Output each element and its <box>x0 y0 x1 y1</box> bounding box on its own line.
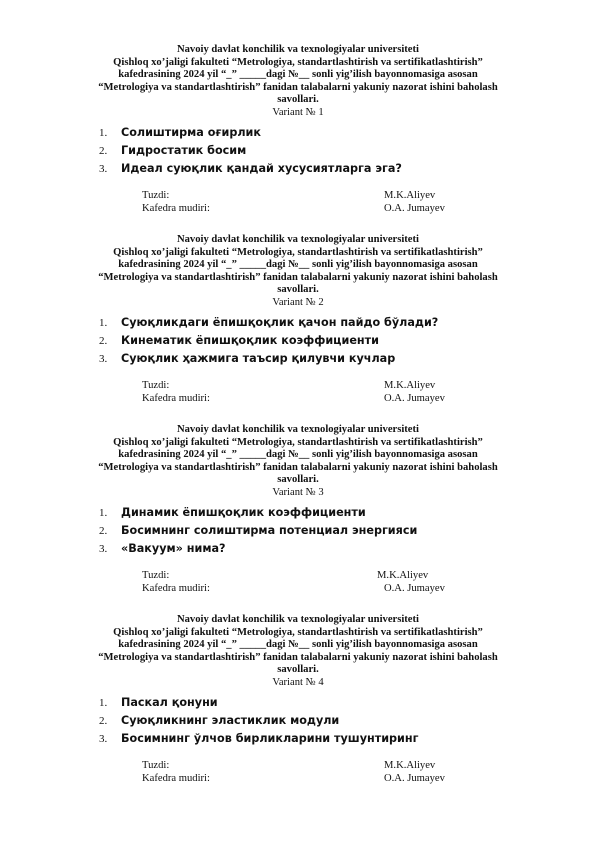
question-number: 1. <box>99 696 108 709</box>
question-text: Суюқликнинг эластиклик модули <box>121 713 340 727</box>
question-text: Суюқлик ҳажмига таъсир қилувчи кучлар <box>121 351 396 365</box>
variant-title: Variant № 2 <box>272 296 324 308</box>
question-number: 3. <box>99 352 108 365</box>
signature-block <box>0 379 596 407</box>
variant-header <box>63 234 533 297</box>
question-number: 3. <box>99 162 108 175</box>
question-number: 2. <box>99 714 108 727</box>
kafedra-name: O.A. Jumayev <box>384 202 445 214</box>
header-faculty: Qishloq xo’jaligi fakulteti “Metrologiya, standartlashtirish va sertifikatlashtirish” <box>113 436 483 448</box>
variant-header <box>63 424 533 487</box>
header-subject: “Metrologiya va standartlashtirish” fanidan talabalarni yakuniy nazorat ishini baholash <box>98 461 498 473</box>
tuzdi-name: M.K.Aliyev <box>377 569 429 581</box>
kafedra-label: Kafedra mudiri: <box>142 202 210 214</box>
header-department: kafedrasining 2024 yil “_” _____dagi №__ sonli yig’ilish bayonnomasiga asosan <box>118 69 478 81</box>
header-subject: “Metrologiya va standartlashtirish” fanidan talabalarni yakuniy nazorat ishini baholash <box>98 651 498 663</box>
tuzdi-label: Tuzdi: <box>142 569 170 581</box>
question-list <box>0 124 596 178</box>
header-subject: “Metrologiya va standartlashtirish” fanidan talabalarni yakuniy nazorat ishini baholash <box>98 81 498 93</box>
kafedra-label: Kafedra mudiri: <box>142 392 210 404</box>
kafedra-label: Kafedra mudiri: <box>142 582 210 594</box>
question-number: 2. <box>99 524 108 537</box>
question-item <box>0 694 596 712</box>
tuzdi-label: Tuzdi: <box>142 189 170 201</box>
variant-block-2 <box>0 234 596 407</box>
header-savollari: savollari. <box>277 284 319 296</box>
header-subject: “Metrologiya va standartlashtirish” fanidan talabalarni yakuniy nazorat ishini baholash <box>98 271 498 283</box>
header-savollari: savollari. <box>277 94 319 106</box>
header-savollari: savollari. <box>277 664 319 676</box>
question-number: 2. <box>99 334 108 347</box>
question-item <box>0 142 596 160</box>
signature-block <box>0 569 596 597</box>
question-text: Идеал суюқлик қандай хусусиятларга эга? <box>121 161 402 175</box>
question-number: 3. <box>99 542 108 555</box>
tuzdi-name: M.K.Aliyev <box>384 189 436 201</box>
question-text: Паскал қонуни <box>121 695 218 709</box>
signature-block <box>0 759 596 787</box>
tuzdi-label: Tuzdi: <box>142 379 170 391</box>
question-item <box>0 350 596 368</box>
header-faculty: Qishloq xo’jaligi fakulteti “Metrologiya, standartlashtirish va sertifikatlashtirish” <box>113 56 483 68</box>
question-list <box>0 504 596 558</box>
variant-block-1 <box>0 44 596 217</box>
question-item <box>0 160 596 178</box>
header-university: Navoiy davlat konchilik va texnologiyalar universiteti <box>176 44 419 55</box>
header-savollari: savollari. <box>277 474 319 486</box>
question-number: 1. <box>99 126 108 139</box>
header-university: Navoiy davlat konchilik va texnologiyalar universiteti <box>176 234 419 245</box>
tuzdi-name: M.K.Aliyev <box>384 379 436 391</box>
variant-title: Variant № 4 <box>272 676 324 688</box>
signature-block <box>0 189 596 217</box>
header-university: Navoiy davlat konchilik va texnologiyalar universiteti <box>176 614 419 625</box>
variant-title: Variant № 1 <box>272 106 324 118</box>
kafedra-name: O.A. Jumayev <box>384 772 445 784</box>
header-department: kafedrasining 2024 yil “_” _____dagi №__ sonli yig’ilish bayonnomasiga asosan <box>118 449 478 461</box>
tuzdi-label: Tuzdi: <box>142 759 170 771</box>
question-text: «Вакуум» нима? <box>121 541 226 555</box>
question-text: Динамик ёпишқоқлик коэффициенти <box>121 505 366 519</box>
question-item <box>0 124 596 142</box>
header-department: kafedrasining 2024 yil “_” _____dagi №__ sonli yig’ilish bayonnomasiga asosan <box>118 639 478 651</box>
question-number: 2. <box>99 144 108 157</box>
question-item <box>0 332 596 350</box>
question-item <box>0 730 596 748</box>
question-number: 1. <box>99 506 108 519</box>
question-text: Суюқликдаги ёпишқоқлик қачон пайдо бўлади? <box>121 315 439 329</box>
question-item <box>0 522 596 540</box>
question-item <box>0 314 596 332</box>
question-item <box>0 540 596 558</box>
kafedra-name: O.A. Jumayev <box>384 582 445 594</box>
kafedra-name: O.A. Jumayev <box>384 392 445 404</box>
question-item <box>0 504 596 522</box>
variant-block-3 <box>0 424 596 597</box>
question-text: Гидростатик босим <box>121 143 247 157</box>
kafedra-label: Kafedra mudiri: <box>142 772 210 784</box>
question-number: 1. <box>99 316 108 329</box>
question-text: Босимнинг солиштирма потенциал энергияси <box>121 523 418 537</box>
question-list <box>0 694 596 748</box>
question-text: Кинематик ёпишқоқлик коэффициенти <box>121 333 379 347</box>
header-department: kafedrasining 2024 yil “_” _____dagi №__ sonli yig’ilish bayonnomasiga asosan <box>118 259 478 271</box>
tuzdi-name: M.K.Aliyev <box>384 759 436 771</box>
variant-block-4 <box>0 614 596 787</box>
header-faculty: Qishloq xo’jaligi fakulteti “Metrologiya, standartlashtirish va sertifikatlashtirish” <box>113 626 483 638</box>
question-number: 3. <box>99 732 108 745</box>
variant-header <box>63 614 533 677</box>
variant-header <box>63 44 533 107</box>
header-university: Navoiy davlat konchilik va texnologiyalar universiteti <box>176 424 419 435</box>
header-faculty: Qishloq xo’jaligi fakulteti “Metrologiya, standartlashtirish va sertifikatlashtirish” <box>113 246 483 258</box>
question-item <box>0 712 596 730</box>
question-text: Солиштирма оғирлик <box>121 125 261 139</box>
question-list <box>0 314 596 368</box>
question-text: Босимнинг ўлчов бирликларини тушунтиринг <box>121 731 419 745</box>
variant-title: Variant № 3 <box>272 486 324 498</box>
